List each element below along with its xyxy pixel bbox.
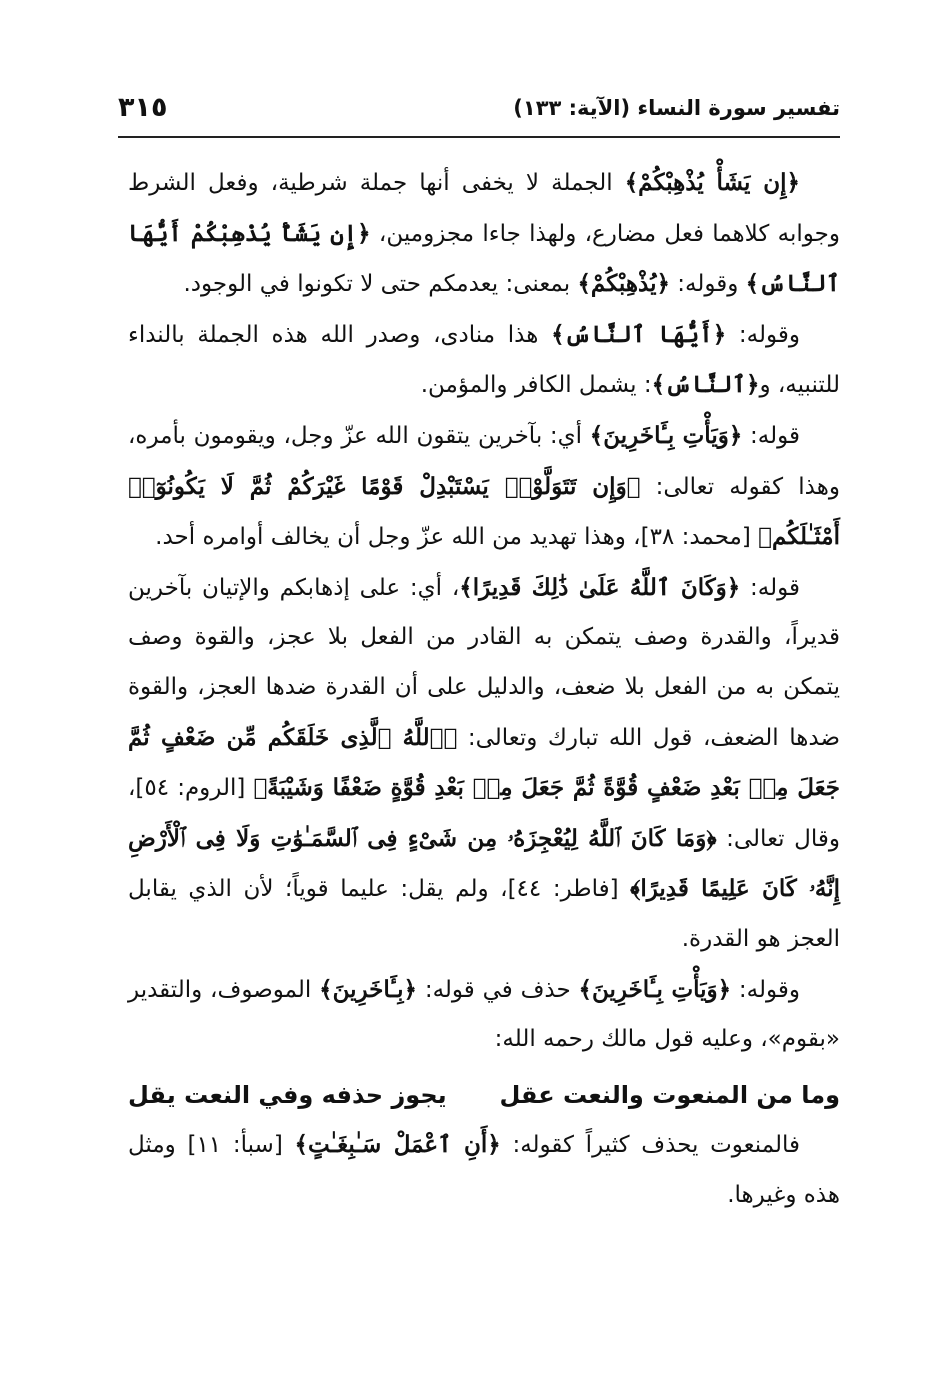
paragraph-5 bbox=[128, 965, 840, 1065]
quran-quote: ﴿إِن يَشَأْ يُذْهِبْكُمْ﴾ bbox=[624, 169, 800, 196]
page-number: ٣١٥ bbox=[118, 92, 168, 123]
text-run: وقوله: bbox=[731, 976, 800, 1003]
quran-quote: ﴿وَكَانَ ٱللَّهُ عَلَىٰ ذَٰلِكَ قَدِيرًا﴾ bbox=[459, 573, 741, 601]
quran-quote: ﴿يُذْهِبْكُمْ﴾ bbox=[577, 270, 670, 298]
text-run: وقوله: bbox=[726, 321, 800, 348]
text-run: [سبأ: ١١] ومثل هذه وغيرها. bbox=[128, 1132, 840, 1208]
text-run: قوله: bbox=[742, 422, 800, 449]
text-body bbox=[128, 158, 840, 1220]
paragraph-1 bbox=[128, 158, 840, 310]
poetry-verse bbox=[128, 1071, 840, 1121]
text-run: الموصوف، والتقدير «بقوم»، وعليه قول مالك رحمه الله: bbox=[128, 976, 840, 1053]
paragraph-6 bbox=[128, 1120, 840, 1220]
text-run: قوله: bbox=[740, 574, 801, 601]
text-run: أي: بآخرين يتقون الله عزّ وجل، ويقومون بأمره، وهذا كقوله تعالى: bbox=[128, 422, 840, 500]
text-run: [الروم: ٥٤]، وقال تعالى: bbox=[128, 775, 841, 852]
paragraph-3 bbox=[128, 411, 840, 563]
quran-quote: ﴿أَنِ ٱعْمَلْ سَـٰبِغَـٰتٍ﴾ bbox=[294, 1131, 501, 1159]
text-run: : يشمل الكافر والمؤمن. bbox=[420, 372, 652, 399]
text-run: بمعنى: يعدمكم حتى لا تكونوا في الوجود. bbox=[183, 271, 578, 298]
text-run: حذف في قوله: bbox=[417, 976, 579, 1003]
text-run: [محمد: ٣٨]، وهذا تهديد من الله عزّ وجل أن يخالف أوامره أحد. bbox=[155, 524, 759, 551]
header-rule bbox=[118, 136, 840, 138]
quran-quote: ﴿وَيَأْتِ بِـَٔاخَرِينَ﴾ bbox=[589, 421, 743, 449]
paragraph-4 bbox=[128, 563, 840, 965]
text-run: هذا منادى، وصدر الله هذه الجملة بالنداء للتنبيه، و bbox=[128, 321, 840, 399]
text-run: الجملة لا يخفى أنها جملة شرطية، وفعل الشرط وجوابه كلاهما فعل مضارع، ولهذا جاءا مجزومين، bbox=[128, 170, 840, 247]
quran-quote: ﴿ٱللَّهُ ٱلَّذِى خَلَقَكُم مِّن ضَعْفٍ ثُمَّ جَعَلَ مِنۢ بَعْدِ ضَعْفٍ قُوَّةً ثُمَّ جَعَلَ مِنۢ بَعْدِ قُوَّةٍ ضَعْفًا وَشَيْبَةً﴾ bbox=[128, 723, 840, 802]
verse-second-hemistich: يجوز حذفه وفي النعت يقل bbox=[128, 1080, 447, 1109]
quran-quote: ﴿بِـَٔاخَرِينَ﴾ bbox=[319, 975, 418, 1003]
quran-quote: ﴿وَيَأْتِ بِـَٔاخَرِينَ﴾ bbox=[578, 975, 732, 1003]
quran-quote: ﴿أَيُّهَا ٱلنَّاسُ﴾ bbox=[551, 320, 727, 348]
text-run: ، أي: على إذهابكم والإتيان بآخرين قديراً، والقدرة وصف يتمكن به القادر من الفعل بلا عجز، والقوة وصف يتمكن به من الفعل بلا ضعف، والدليل على أن القدرة ضدها العجز، والقوة ضدها الضعف، قول الله تبارك وتعالى: bbox=[128, 574, 840, 751]
verse-first-hemistich: وما من المنعوت والنعت عقل bbox=[499, 1080, 840, 1109]
text-run: [فاطر: ٤٤]، ولم يقل: عليما قوياً؛ لأن الذي يقابل العجز هو القدرة. bbox=[128, 876, 840, 952]
quran-quote: ﴿وَمَا كَانَ ٱللَّهُ لِيُعْجِزَهُۥ مِن شَىْءٍ فِى ٱلسَّمَـٰوَٰتِ وَلَا فِى ٱلْأَرْضِ إِنَّهُۥ كَانَ عَلِيمًا قَدِيرًا﴾ bbox=[128, 824, 840, 903]
quran-quote: ﴿وَإِن تَتَوَلَّوْا۟ يَسْتَبْدِلْ قَوْمًا غَيْرَكُمْ ثُمَّ لَا يَكُونُوٓا۟ أَمْثَـٰلَكُم﴾ bbox=[128, 472, 840, 551]
text-run: فالمنعوت يحذف كثيراً كقوله: bbox=[500, 1132, 800, 1159]
quran-quote: ﴿إِن يَشَأْ يُذْهِبْكُمْ أَيُّهَا ٱلنَّاسُ﴾ bbox=[128, 219, 840, 298]
running-head bbox=[118, 92, 840, 132]
text-run: وقوله: bbox=[669, 271, 746, 298]
running-title: تفسير سورة النساء (الآية: ١٣٣) bbox=[513, 96, 840, 120]
quran-quote: ﴿ٱلنَّاسُ﴾ bbox=[651, 371, 760, 399]
paragraph-2 bbox=[128, 310, 840, 411]
